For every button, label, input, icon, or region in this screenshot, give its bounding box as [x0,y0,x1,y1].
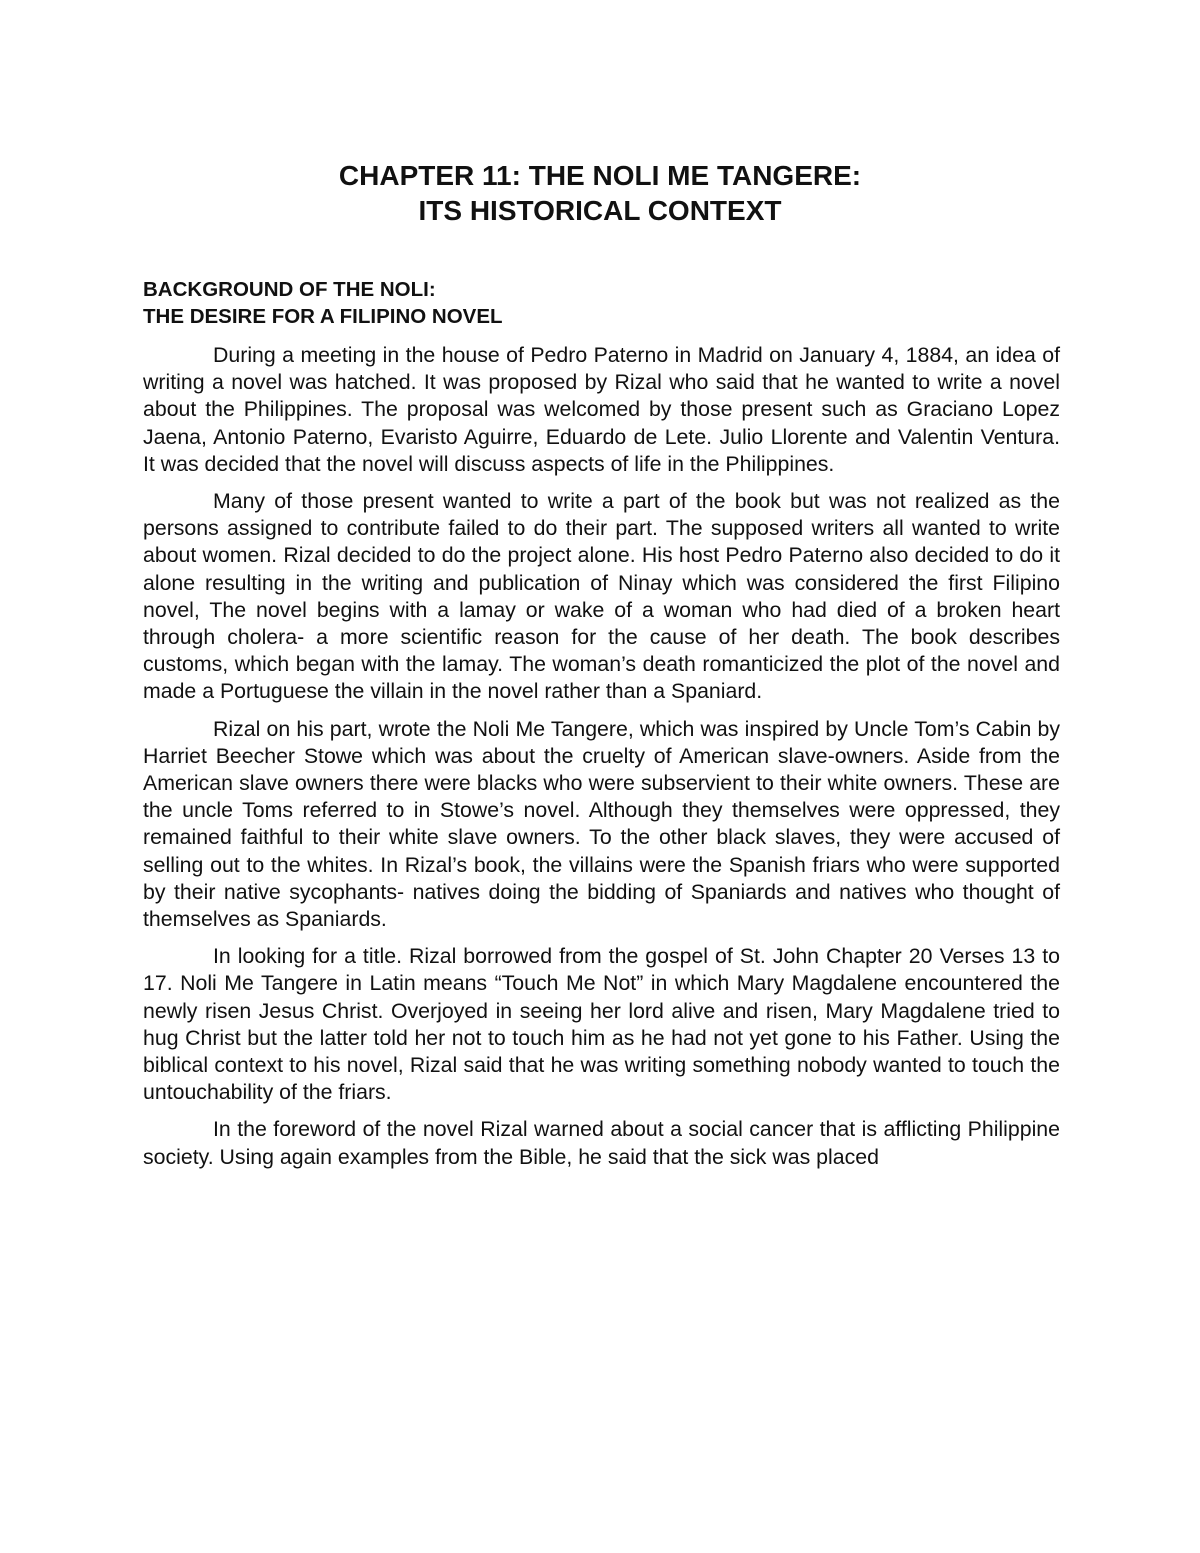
chapter-title-line-2: ITS HISTORICAL CONTEXT [418,195,782,226]
section-heading [143,276,1063,330]
body-text [143,342,1060,1181]
section-heading-line-1: BACKGROUND OF THE NOLI: [143,278,436,301]
paragraph-5: In the foreword of the novel Rizal warned about a social cancer that is afflicting Philippine society. Using again examples from the Bible, he said that the sick was placed [143,1117,1060,1169]
chapter-title-line-1: CHAPTER 11: THE NOLI ME TANGERE: [338,160,862,191]
paragraph-3: Rizal on his part, wrote the Noli Me Tangere, which was inspired by Uncle Tom’s Cabin by Harriet Beecher Stowe which was about the cruelty of American slave-owners. Aside from the American slave owners there were blacks who were subservient to their white owners. These are the uncle Toms referred to in Stowe’s novel. Although they themselves were oppressed, they remained faithful to their white slave owners. To the other black slaves, they were accused of selling out to the whites. In Rizal’s book, the villains were the Spanish friars who were supported by their native sycophants- natives doing the bidding of Spaniards and natives who thought of themselves as Spaniards. [143,716,1060,932]
paragraph-4: In looking for a title. Rizal borrowed from the gospel of St. John Chapter 20 Verses 13 to 17. Noli Me Tangere in Latin means “Touch Me Not” in which Mary Magdalene encountered the newly risen Jesus Christ. Overjoyed in seeing her lord alive and risen, Mary Magdalene tried to hug Christ but the latter told her not to touch him as he had not yet gone to his Father. Using the biblical context to his novel, Rizal said that he was writing something nobody wanted to touch the untouchability of the friars. [143,944,1060,1105]
chapter-title [0,158,1200,228]
section-heading-line-2: THE DESIRE FOR A FILIPINO NOVEL [143,305,503,328]
paragraph-1: During a meeting in the house of Pedro Paterno in Madrid on January 4, 1884, an idea of writing a novel was hatched. It was proposed by Rizal who said that he wanted to write a novel about the Philippines. The proposal was welcomed by those present such as Graciano Lopez Jaena, Antonio Paterno, Evaristo Aguirre, Eduardo de Lete. Julio Llorente and Valentin Ventura. It was decided that the novel will discuss aspects of life in the Philippines. [143,343,1060,476]
paragraph-2: Many of those present wanted to write a part of the book but was not realized as the persons assigned to contribute failed to do their part. The supposed writers all wanted to write about women. Rizal decided to do the project alone. His host Pedro Paterno also decided to do it alone resulting in the writing and publication of Ninay which was considered the first Filipino novel, The novel begins with a lamay or wake of a woman who had died of a broken heart through cholera- a more scientific reason for the cause of her death. The book describes customs, which began with the lamay. The woman’s death romanticized the plot of the novel and made a Portuguese the villain in the novel rather than a Spaniard. [143,489,1060,704]
